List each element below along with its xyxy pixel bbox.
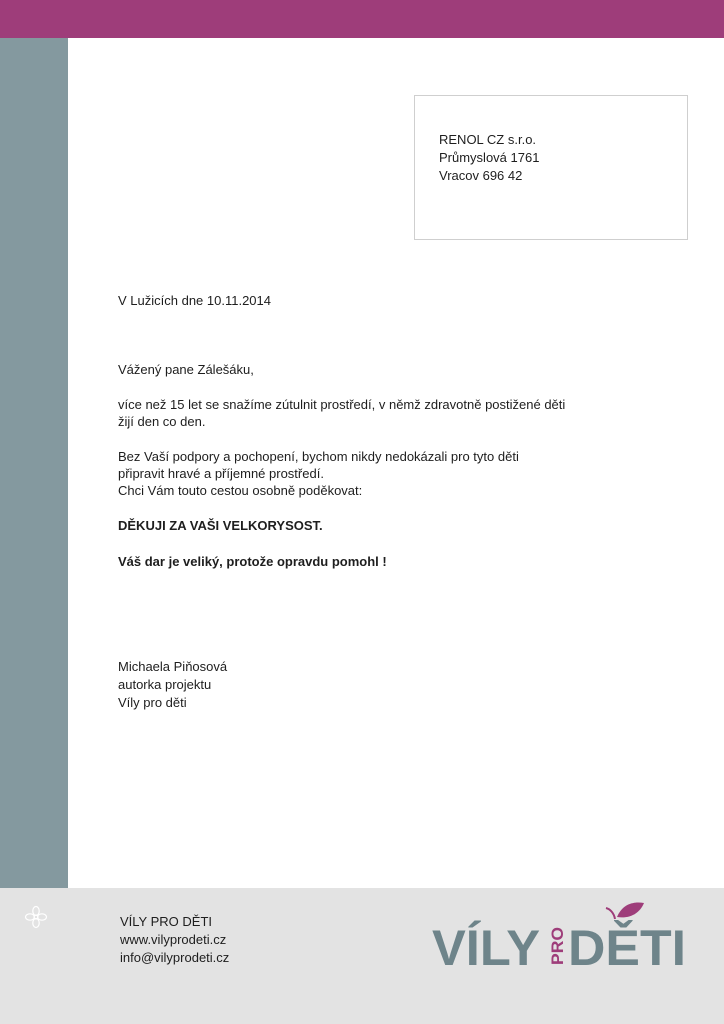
address-city: Vracov 696 42 — [439, 168, 523, 183]
paragraph-2-line-3: Chci Vám touto cestou osobně poděkovat: — [118, 483, 363, 498]
paragraph-2-line-1: Bez Vaší podpory a pochopení, bychom nikdy nedokázali pro tyto děti — [118, 449, 519, 464]
logo-word-pro: PRO — [548, 928, 567, 965]
paragraph-1-line-2: žijí den co den. — [118, 414, 206, 429]
recipient-address — [439, 131, 539, 185]
signature-organization: Víly pro děti — [118, 695, 187, 710]
address-street: Průmyslová 1761 — [439, 150, 540, 165]
top-accent-bar — [0, 0, 724, 38]
thanks-heading: DĚKUJI ZA VAŠI VELKORYSOST. — [118, 518, 323, 533]
address-company: RENOL CZ s.r.o. — [439, 132, 537, 147]
footer-website-link[interactable]: www.vilyprodeti.cz — [120, 932, 227, 947]
vily-pro-deti-logo — [432, 897, 692, 969]
flower-outline-icon — [24, 905, 48, 929]
signature-name: Michaela Piňosová — [118, 659, 228, 674]
letter-date: V Lužicích dne 10.11.2014 — [118, 293, 271, 308]
letter-salutation: Vážený pane Zálešáku, — [118, 362, 254, 377]
footer-email-link[interactable]: info@vilyprodeti.cz — [120, 950, 230, 965]
logo-word-deti: DĚTI — [568, 920, 686, 969]
paragraph-2-line-2: připravit hravé a příjemné prostředí. — [118, 466, 324, 481]
paragraph-1-line-1: více než 15 let se snažíme zútulnit prostředí, v němž zdravotně postižené děti — [118, 397, 566, 412]
logo-leaf-icon — [617, 903, 644, 918]
side-accent-bar — [0, 38, 68, 888]
logo-word-vily: VÍLY — [432, 920, 540, 969]
footer-contact — [120, 913, 229, 967]
gift-statement: Váš dar je veliký, protože opravdu pomohl ! — [118, 554, 387, 569]
footer-org-name: VÍLY PRO DĚTI — [120, 914, 212, 929]
signature-role: autorka projektu — [118, 677, 212, 692]
recipient-address-box — [414, 95, 688, 240]
